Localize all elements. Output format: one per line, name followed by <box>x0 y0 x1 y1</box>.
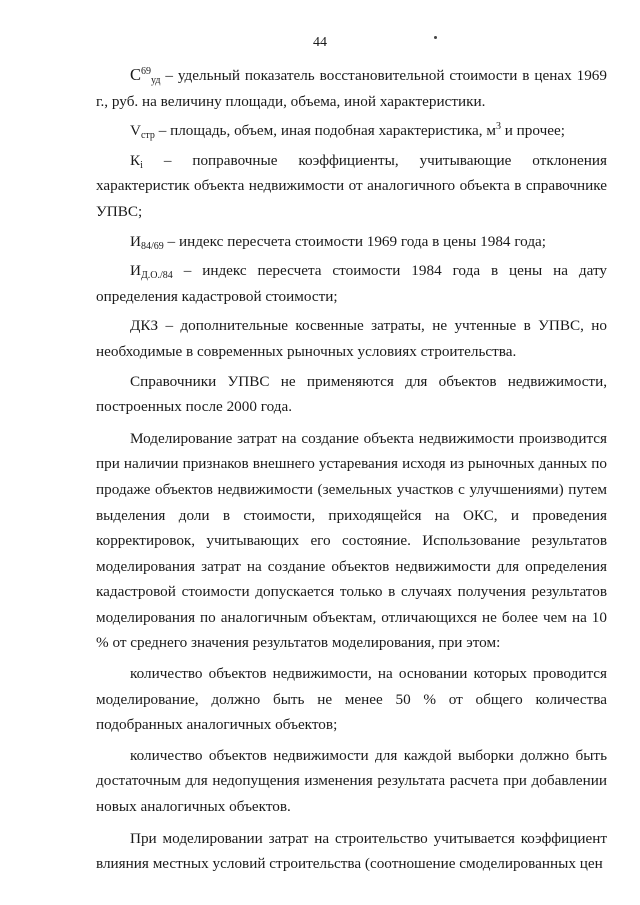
paragraph-condition-share: количество объектов недвижимости, на основании которых проводится моделирование, должно быть не менее 50 % от общего количества подобранных аналогичных объектов; <box>96 665 607 734</box>
term-definition: – удельный показатель восстановительной стоимости в ценах 1969 г., руб. на величину площади, объема, иной характеристики. <box>96 67 607 110</box>
paragraph-local-conditions: При моделировании затрат на строительство учитывается коэффициент влияния местных условий строительства (соотношение смоделированных цен <box>96 829 607 873</box>
term-subscript: i <box>140 159 143 171</box>
page-number: 44 <box>313 35 327 50</box>
term-definition: – площадь, объем, иная подобная характеристика, м <box>154 122 496 140</box>
term-symbol: К <box>130 151 141 169</box>
term-subscript: 84/69 <box>140 240 164 252</box>
term-definition: – индекс пересчета стоимости 1984 года в цены на дату определения кадастровой стоимости; <box>96 262 607 305</box>
term-superscript: 3 <box>495 121 501 133</box>
term-ki <box>96 148 607 225</box>
term-symbol: С <box>130 65 142 84</box>
paragraph-modeling: Моделирование затрат на создание объекта недвижимости производится при наличии признаков внешнего устаревания исходя из рыночных данных по продаже объектов недвижимости (земельных участков с улучшениями) путем выделения доли в стоимости, приходящейся на ОКС, и проведения корректировок, учитывающих его состояние. Использование результатов моделирования затрат на создание объектов недвижимости для определения кадастровой стоимости допускается только в случаях получения результатов моделирования по аналогичным объектам, отличающихся не более чем на 10 % от среднего значения результатов моделирования, при этом: <box>96 429 607 652</box>
term-definition: – поправочные коэффициенты, учитывающие отклонения характеристик объекта недвижимости от аналогичного объекта в справочнике УПВС; <box>96 151 607 220</box>
term-superscript: 69 <box>141 66 152 77</box>
term-symbol: ДКЗ <box>130 317 159 335</box>
term-c69 <box>96 62 607 114</box>
paragraph-condition-sample: количество объектов недвижимости для каждой выборки должно быть достаточным для недопущения изменения результата расчета при добавлении новых аналогичных объектов. <box>96 746 607 816</box>
term-symbol: И <box>130 232 141 250</box>
term-symbol: И <box>130 262 141 280</box>
term-subscript: стр <box>140 130 155 142</box>
term-i8469 <box>96 229 607 255</box>
term-subscript: Д.О./84 <box>140 270 173 282</box>
scan-speck <box>434 36 437 39</box>
term-ido84 <box>96 258 607 309</box>
term-symbol: V <box>130 122 141 140</box>
document-body <box>96 62 607 877</box>
term-subscript: уд <box>151 75 161 86</box>
term-definition: – индекс пересчета стоимости 1969 года в цены 1984 года; <box>163 232 547 250</box>
term-definition: – дополнительные косвенные затраты, не учтенные в УПВС, но необходимые в современных рыночных условиях строительства. <box>96 317 607 360</box>
term-dkz <box>96 313 607 364</box>
term-vstr <box>96 118 607 144</box>
term-definition-tail: и прочее; <box>500 122 565 140</box>
paragraph-upvs-limit: Справочники УПВС не применяются для объектов недвижимости, построенных после 2000 года. <box>96 372 607 416</box>
